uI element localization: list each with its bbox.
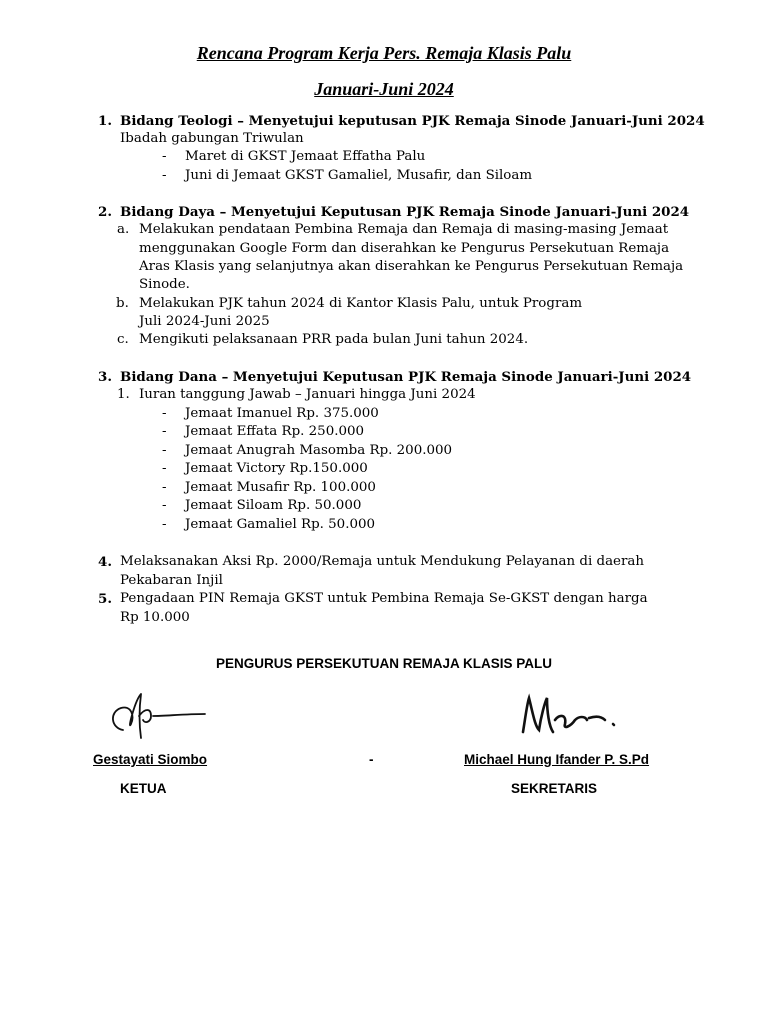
- item-b-line: Melakukan PJK tahun 2024 di Kantor Klasis Palu, untuk Program: [139, 296, 583, 311]
- list-dash: -: [162, 480, 167, 495]
- section-4-line: Melaksanakan Aksi Rp. 2000/Remaja untuk Mendukung Pelayanan di daerah: [120, 554, 644, 569]
- right-signatory-role: SEKRETARIS: [511, 781, 598, 796]
- organization-name: PENGURUS PERSEKUTUAN REMAJA KLASIS PALU: [215, 656, 553, 671]
- section-1-heading: Bidang Teologi – Menyetujui keputusan PJK Remaja Sinode Januari-Juni 2024: [120, 113, 705, 129]
- item-a-line: menggunakan Google Form dan diserahkan ke Pengurus Persekutuan Remaja: [139, 241, 670, 256]
- list-dash: -: [162, 443, 167, 458]
- list-dash: -: [162, 498, 167, 513]
- right-signature-image: [515, 690, 635, 740]
- section-4-line: Pekabaran Injil: [120, 573, 223, 588]
- list-item: Jemaat Effata Rp. 250.000: [185, 424, 365, 439]
- list-dash: -: [162, 149, 167, 164]
- item-a-marker: a.: [117, 222, 130, 237]
- list-dash: -: [162, 517, 167, 532]
- section-3-number: 3.: [98, 369, 112, 385]
- section-5-number: 5.: [98, 591, 112, 607]
- section-1-sub: Ibadah gabungan Triwulan: [120, 131, 304, 146]
- section-5-line: Rp 10.000: [120, 610, 190, 625]
- item-c-line: Mengikuti pelaksanaan PRR pada bulan Juni tahun 2024.: [139, 332, 529, 347]
- list-item: Jemaat Anugrah Masomba Rp. 200.000: [185, 443, 453, 458]
- section-2-number: 2.: [98, 204, 112, 220]
- list-item: Jemaat Imanuel Rp. 375.000: [185, 406, 379, 421]
- left-signature-image: [105, 690, 215, 748]
- section-3-sub: Iuran tanggung Jawab – Januari hingga Juni 2024: [139, 387, 476, 402]
- item-a-line: Sinode.: [139, 277, 190, 292]
- section-5-line: Pengadaan PIN Remaja GKST untuk Pembina Remaja Se-GKST dengan harga: [120, 591, 648, 606]
- list-dash: -: [162, 168, 167, 183]
- left-signatory-role: KETUA: [120, 781, 167, 796]
- section-3-sub-marker: 1.: [117, 387, 130, 402]
- left-signatory-name: Gestayati Siombo: [93, 752, 208, 767]
- list-item: Maret di GKST Jemaat Effatha Palu: [185, 149, 426, 164]
- list-dash: -: [162, 424, 167, 439]
- item-c-marker: c.: [117, 332, 129, 347]
- list-item: Jemaat Siloam Rp. 50.000: [185, 498, 362, 513]
- section-1-number: 1.: [98, 113, 112, 129]
- section-4-number: 4.: [98, 554, 112, 570]
- document-title: Rencana Program Kerja Pers. Remaja Klasis Palu: [196, 43, 572, 63]
- list-item: Jemaat Musafir Rp. 100.000: [185, 480, 376, 495]
- middle-mark: -: [369, 752, 374, 767]
- right-signatory-name: Michael Hung Ifander P. S.Pd: [464, 752, 650, 767]
- section-2-heading: Bidang Daya – Menyetujui Keputusan PJK Remaja Sinode Januari-Juni 2024: [120, 204, 690, 220]
- section-3-heading: Bidang Dana – Menyetujui Keputusan PJK Remaja Sinode Januari-Juni 2024: [120, 369, 692, 385]
- item-a-line: Melakukan pendataan Pembina Remaja dan Remaja di masing-masing Jemaat: [139, 222, 669, 237]
- list-item: Jemaat Gamaliel Rp. 50.000: [185, 517, 376, 532]
- list-item: Juni di Jemaat GKST Gamaliel, Musafir, dan Siloam: [185, 168, 533, 183]
- document-subtitle: Januari-Juni 2024: [314, 79, 454, 99]
- item-b-line: Juli 2024-Juni 2025: [139, 314, 270, 329]
- item-a-line: Aras Klasis yang selanjutnya akan diserahkan ke Pengurus Persekutuan Remaja: [139, 259, 684, 274]
- list-dash: -: [162, 406, 167, 421]
- item-b-marker: b.: [116, 296, 129, 311]
- list-dash: -: [162, 461, 167, 476]
- list-item: Jemaat Victory Rp.150.000: [185, 461, 368, 476]
